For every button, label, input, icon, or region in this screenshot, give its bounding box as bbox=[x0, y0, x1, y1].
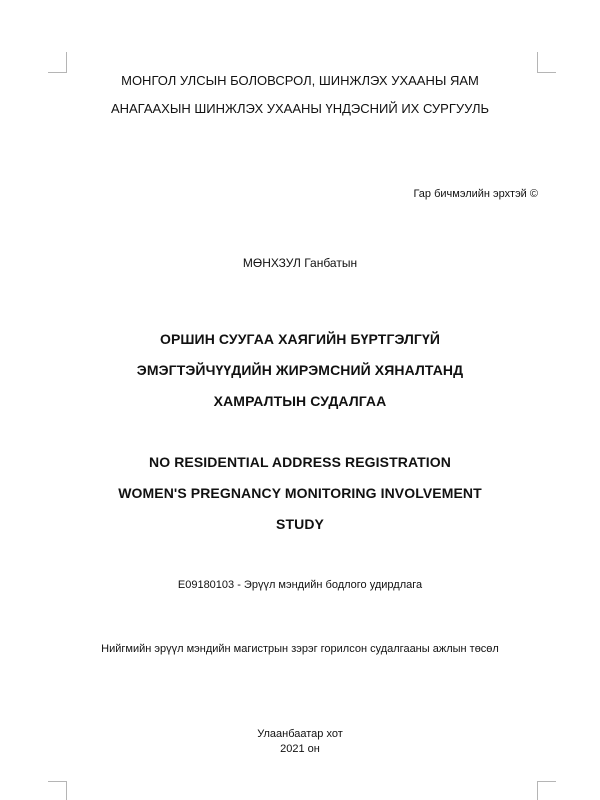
ministry-name: МОНГОЛ УЛСЫН БОЛОВСРОЛ, ШИНЖЛЭХ УХААНЫ ЯАМ bbox=[121, 73, 479, 88]
corner-mark-bottom-right-v bbox=[537, 782, 538, 800]
corner-mark-bottom-right-h bbox=[537, 781, 556, 782]
year: 2021 он bbox=[280, 743, 320, 755]
title-en-line-1: NO RESIDENTIAL ADDRESS REGISTRATION bbox=[149, 454, 451, 470]
university-name: АНАГААХЫН ШИНЖЛЭХ УХААНЫ ҮНДЭСНИЙ ИХ СУРГУУЛЬ bbox=[110, 101, 490, 116]
author-name: МӨНХЗУЛ Ганбатын bbox=[242, 256, 358, 270]
title-mn-line-3: ХАМРАЛТЫН СУДАЛГАА bbox=[213, 393, 387, 409]
corner-mark-bottom-left-v bbox=[66, 782, 67, 800]
corner-mark-bottom-left-h bbox=[48, 781, 67, 782]
copyright-notice: Гар бичмэлийн эрхтэй © bbox=[413, 188, 538, 200]
title-mn-line-1: ОРШИН СУУГАА ХАЯГИЙН БҮРТГЭЛГҮЙ bbox=[159, 331, 441, 347]
title-en-line-2: WOMEN'S PREGNANCY MONITORING INVOLVEMENT bbox=[118, 485, 482, 501]
thesis-description: Нийгмийн эрүүл мэндийн магистрын зэрэг горилсон судалгааны ажлын төсөл bbox=[101, 643, 499, 655]
corner-mark-top-left-v bbox=[66, 52, 67, 72]
corner-mark-top-right-v bbox=[537, 52, 538, 72]
title-en-line-3: STUDY bbox=[276, 516, 324, 532]
city-name: Улаанбаатар хот bbox=[257, 728, 343, 740]
title-mn-line-2: ЭМЭГТЭЙЧҮҮДИЙН ЖИРЭМСНИЙ ХЯНАЛТАНД bbox=[136, 362, 464, 378]
specialty-code: E09180103 - Эрүүл мэндийн бодлого удирдлага bbox=[177, 579, 423, 591]
